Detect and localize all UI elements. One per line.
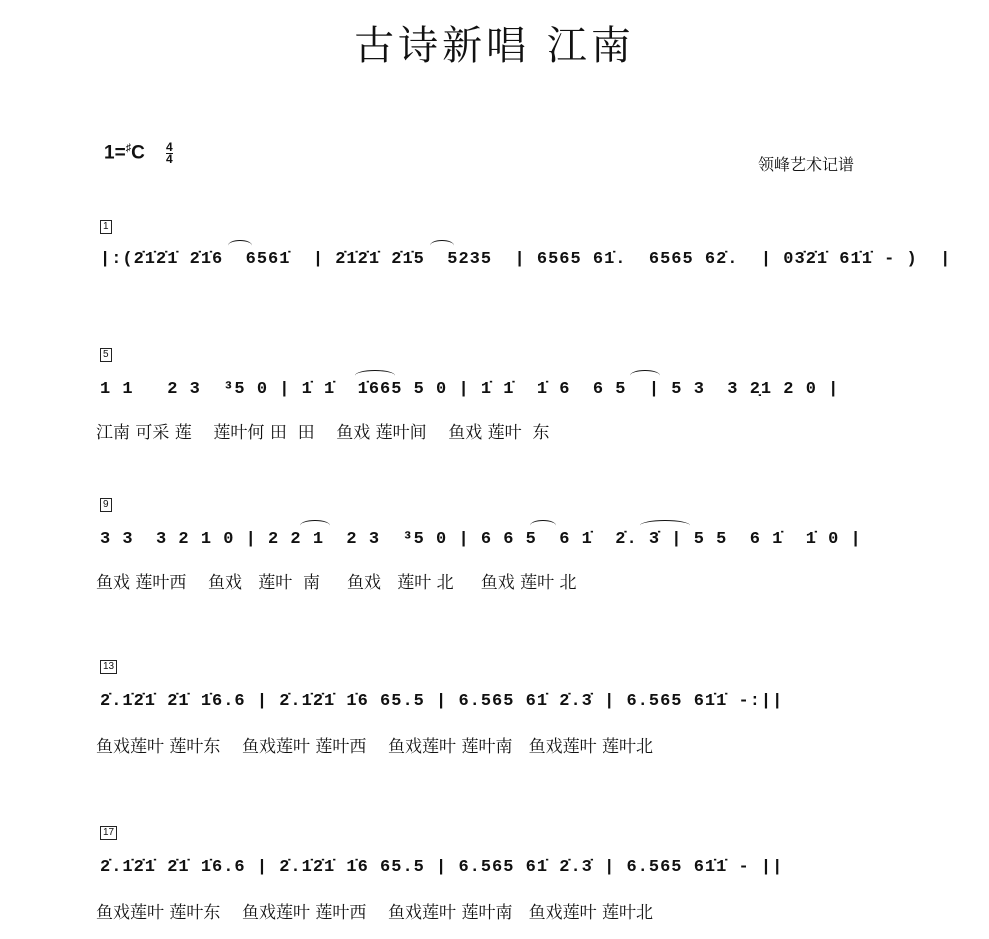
lyrics-line: 鱼戏莲叶 莲叶东 鱼戏莲叶 莲叶西 鱼戏莲叶 莲叶南 鱼戏莲叶 莲叶北 [96, 737, 654, 757]
key-note: C [131, 142, 145, 164]
measure-number: 5 [100, 348, 112, 362]
slur-mark [630, 370, 660, 381]
key-signature [104, 142, 145, 164]
time-signature [166, 142, 173, 165]
key-prefix: 1= [104, 142, 126, 164]
lyrics-line: 鱼戏 莲叶西 鱼戏 莲叶 南 鱼戏 莲叶 北 鱼戏 莲叶 北 [96, 573, 577, 593]
measure-number: 1 [100, 220, 112, 234]
time-signature-bottom: 4 [166, 152, 173, 166]
slur-mark [300, 520, 330, 531]
slur-mark [640, 520, 690, 531]
time-signature-top: 4 [166, 140, 173, 154]
notation-line: |:(2̇1̇2̇1̇ 2̇1̇6 6561̇ | 2̇1̇2̇1̇ 2̇1̇5 5235 | 6565 61̇. 6565 62̇. | 03̇2̇1̇ 61̇1̇ - ) | [100, 250, 952, 269]
slur-mark [430, 240, 454, 251]
measure-number: 9 [100, 498, 112, 512]
slur-mark [530, 520, 556, 531]
notation-line: 3 3 3 2 1 0 | 2 2 1 2 3 ³5 0 | 6 6 5 6 1̇ 2̇. 3̇ | 5 5 6 1̇ 1̇ 0 | [100, 530, 862, 549]
measure-number: 13 [100, 660, 117, 674]
transcriber-credit: 领峰艺术记谱 [758, 155, 855, 174]
page-title: 古诗新唱 江南 [354, 23, 635, 69]
slur-mark [355, 370, 395, 381]
lyrics-line: 江南 可采 莲 莲叶何 田 田 鱼戏 莲叶间 鱼戏 莲叶 东 [96, 423, 550, 443]
notation-line: 2̇.1̇2̇1̇ 2̇1̇ 1̇6.6 | 2̇.1̇2̇1̇ 1̇6 65.5 | 6.565 61̇ 2̇.3̇ | 6.565 61̇1̇ - || [100, 858, 784, 877]
notation-line: 2̇.1̇2̇1̇ 2̇1̇ 1̇6.6 | 2̇.1̇2̇1̇ 1̇6 65.5 | 6.565 61̇ 2̇.3̇ | 6.565 61̇1̇ -:|| [100, 692, 784, 711]
measure-number: 17 [100, 826, 117, 840]
slur-mark [228, 240, 252, 251]
notation-line: 1 1 2 3 ³5 0 | 1̇ 1̇ 1̇665 5 0 | 1̇ 1̇ 1̇ 6 6 5 | 5 3 3 2̣1 2 0 | [100, 380, 840, 399]
lyrics-line: 鱼戏莲叶 莲叶东 鱼戏莲叶 莲叶西 鱼戏莲叶 莲叶南 鱼戏莲叶 莲叶北 [96, 903, 654, 923]
sharp-sign: ♯ [125, 142, 132, 154]
